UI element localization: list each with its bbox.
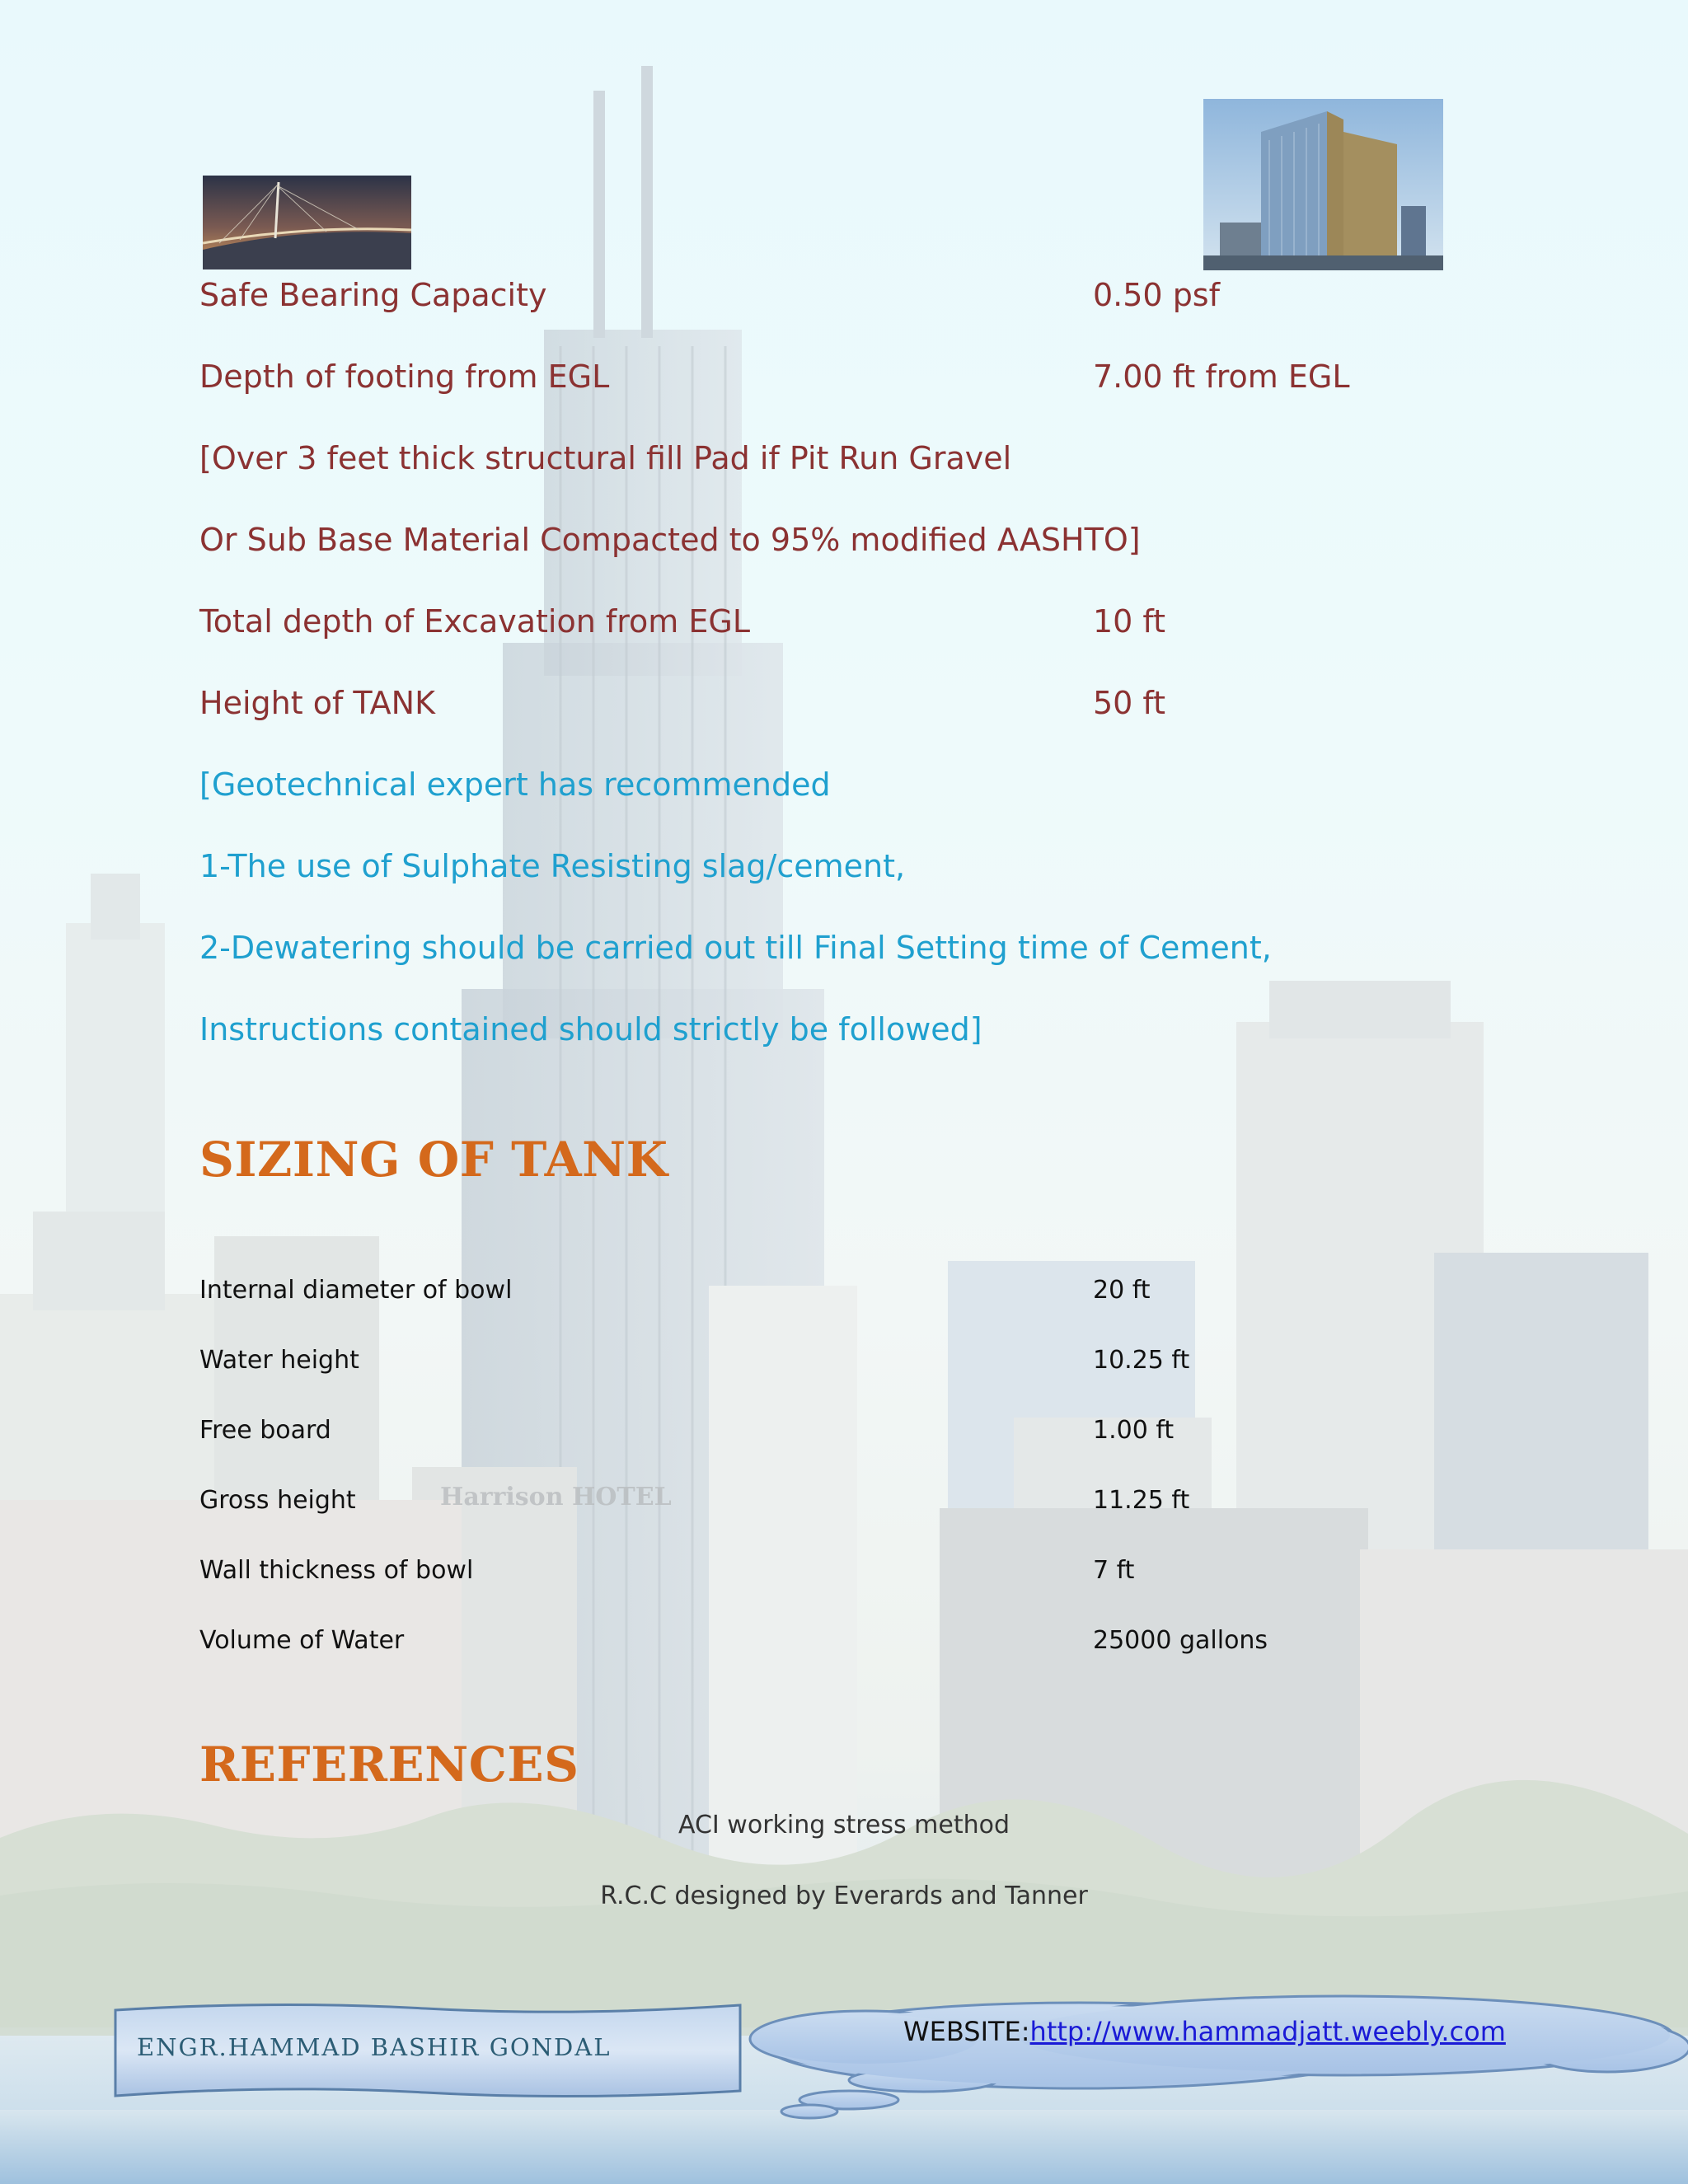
geo-note-line-3: 2-Dewatering should be carried out till Final Setting time of Cement,: [199, 930, 1272, 966]
geo-note-line-2: 1-The use of Sulphate Resisting slag/cement,: [199, 848, 906, 884]
fill-note-line-2: Or Sub Base Material Compacted to 95% modified AASHTO]: [199, 522, 1141, 558]
spec-label-total-depth-excavation: Total depth of Excavation from EGL: [199, 603, 751, 640]
sizing-value-free-board: 1.00 ft: [1093, 1416, 1175, 1445]
sizing-label-wall-thickness: Wall thickness of bowl: [199, 1556, 474, 1585]
author-name: ENGR.HAMMAD BASHIR GONDAL: [137, 2033, 612, 2061]
sizing-label-gross-height: Gross height: [199, 1486, 356, 1515]
sizing-label-internal-diameter: Internal diameter of bowl: [199, 1276, 513, 1305]
sizing-value-gross-height: 11.25 ft: [1093, 1486, 1190, 1515]
office-tower-image: [1203, 99, 1443, 270]
office-tower-photo: [1203, 99, 1443, 270]
spec-value-height-of-tank: 50 ft: [1093, 685, 1166, 721]
spec-label-height-of-tank: Height of TANK: [199, 685, 436, 721]
sizing-label-water-height: Water height: [199, 1346, 359, 1375]
spec-value-safe-bearing-capacity: 0.50 psf: [1093, 277, 1220, 313]
website-cloud: [734, 1988, 1688, 2120]
sizing-value-volume-of-water: 25000 gallons: [1093, 1626, 1268, 1655]
sizing-value-water-height: 10.25 ft: [1093, 1346, 1190, 1375]
reference-item-rcc: R.C.C designed by Everards and Tanner: [600, 1882, 1088, 1910]
background-sign-text: Harrison HOTEL: [440, 1483, 672, 1511]
spec-value-total-depth-excavation: 10 ft: [1093, 603, 1166, 640]
website-prefix: WEBSITE:: [903, 2016, 1030, 2047]
spec-value-depth-of-footing: 7.00 ft from EGL: [1093, 359, 1350, 395]
fill-note-line-1: [Over 3 feet thick structural fill Pad if Pit Run Gravel: [199, 440, 1012, 476]
geo-note-line-1: [Geotechnical expert has recommended: [199, 766, 831, 803]
spec-label-depth-of-footing: Depth of footing from EGL: [199, 359, 610, 395]
bridge-photo: [203, 176, 411, 269]
sizing-value-wall-thickness: 7 ft: [1093, 1556, 1135, 1585]
website-line: [903, 2016, 1506, 2047]
sizing-label-volume-of-water: Volume of Water: [199, 1626, 405, 1655]
website-link[interactable]: http://www.hammadjatt.weebly.com: [1029, 2016, 1506, 2047]
sizing-heading: SIZING OF TANK: [199, 1132, 668, 1188]
sizing-value-internal-diameter: 20 ft: [1093, 1276, 1151, 1305]
spec-label-safe-bearing-capacity: Safe Bearing Capacity: [199, 277, 547, 313]
reference-item-aci: ACI working stress method: [678, 1811, 1010, 1840]
bridge-image: [203, 176, 411, 269]
sizing-label-free-board: Free board: [199, 1416, 331, 1445]
geo-note-line-4: Instructions contained should strictly be followed]: [199, 1011, 982, 1047]
references-heading: REFERENCES: [199, 1736, 579, 1793]
